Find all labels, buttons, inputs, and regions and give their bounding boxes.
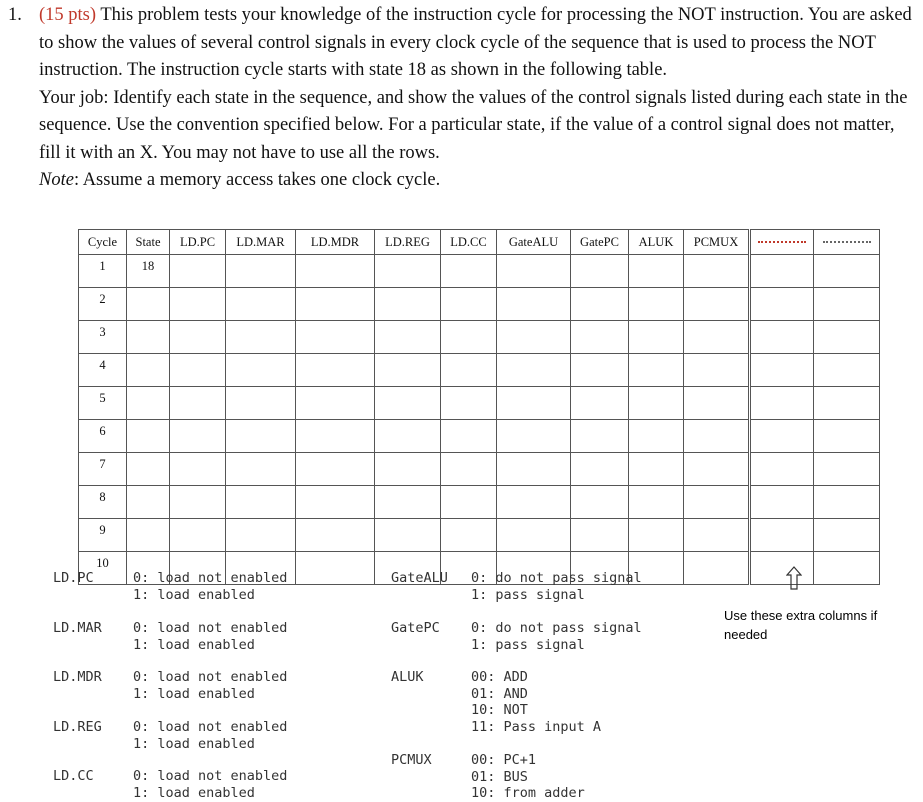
note-label: Note bbox=[39, 170, 74, 190]
extra-signal-cell[interactable] bbox=[814, 420, 880, 453]
signal-cell[interactable] bbox=[497, 255, 571, 288]
legend-ld-reg-values: 0: load not enabled 1: load enabled bbox=[133, 719, 288, 752]
table-row bbox=[79, 354, 880, 387]
signal-cell[interactable] bbox=[684, 486, 750, 519]
table-row bbox=[79, 288, 880, 321]
signal-cell[interactable] bbox=[296, 354, 375, 387]
signal-cell[interactable] bbox=[226, 453, 296, 486]
signal-cell[interactable] bbox=[441, 420, 497, 453]
signal-cell[interactable] bbox=[375, 255, 441, 288]
signal-cell[interactable] bbox=[441, 321, 497, 354]
extra-signal-cell[interactable] bbox=[750, 552, 814, 585]
signal-cell[interactable] bbox=[170, 321, 226, 354]
signal-cell[interactable] bbox=[441, 486, 497, 519]
legend-ld-pc-values: 0: load not enabled 1: load enabled bbox=[133, 570, 288, 603]
signal-cell[interactable] bbox=[629, 387, 684, 420]
extra-signal-cell[interactable] bbox=[750, 519, 814, 552]
extra-signal-cell[interactable] bbox=[750, 255, 814, 288]
signal-cell[interactable] bbox=[296, 486, 375, 519]
signal-cell[interactable] bbox=[629, 354, 684, 387]
signal-cell[interactable] bbox=[571, 354, 629, 387]
signal-cell[interactable] bbox=[629, 486, 684, 519]
table-row bbox=[79, 255, 880, 288]
signal-cell[interactable] bbox=[441, 519, 497, 552]
signal-cell[interactable] bbox=[571, 519, 629, 552]
table-row bbox=[79, 453, 880, 486]
extra-header-mark bbox=[823, 241, 871, 243]
extra-signal-cell[interactable] bbox=[750, 354, 814, 387]
signal-cell[interactable] bbox=[170, 453, 226, 486]
column-header-ld-mdr: LD.MDR bbox=[296, 230, 375, 255]
signal-cell[interactable] bbox=[571, 288, 629, 321]
signal-cell[interactable] bbox=[296, 420, 375, 453]
legend-aluk-label: ALUK bbox=[391, 669, 424, 685]
signal-cell[interactable] bbox=[296, 387, 375, 420]
signal-cell[interactable] bbox=[684, 354, 750, 387]
column-header-ld-pc: LD.PC bbox=[170, 230, 226, 255]
table-header-row bbox=[79, 230, 880, 255]
state-cell[interactable] bbox=[127, 354, 170, 387]
legend-pcmux-values: 00: PC+1 01: BUS 10: from adder bbox=[471, 752, 585, 801]
extra-signal-cell[interactable] bbox=[750, 387, 814, 420]
extra-signal-cell[interactable] bbox=[814, 486, 880, 519]
extra-signal-cell[interactable] bbox=[814, 453, 880, 486]
signal-cell[interactable] bbox=[441, 255, 497, 288]
cycle-cell: 5 bbox=[79, 387, 127, 420]
signal-cell[interactable] bbox=[571, 321, 629, 354]
signal-cell[interactable] bbox=[226, 354, 296, 387]
signal-cell[interactable] bbox=[375, 321, 441, 354]
legend-ld-mar-label: LD.MAR bbox=[53, 620, 102, 636]
legend-ld-mdr-values: 0: load not enabled 1: load enabled bbox=[133, 669, 288, 702]
signal-cell[interactable] bbox=[226, 486, 296, 519]
signal-cell[interactable] bbox=[571, 387, 629, 420]
cycle-cell: 2 bbox=[79, 288, 127, 321]
signal-cell[interactable] bbox=[375, 486, 441, 519]
table-row bbox=[79, 420, 880, 453]
problem-number: 1. bbox=[8, 5, 22, 25]
state-cell[interactable] bbox=[127, 420, 170, 453]
signal-cell[interactable] bbox=[629, 255, 684, 288]
legend-gate-alu-label: GateALU bbox=[391, 570, 448, 586]
signal-cell[interactable] bbox=[375, 453, 441, 486]
signal-cell[interactable] bbox=[571, 486, 629, 519]
extra-columns-note: Use these extra columns if needed bbox=[724, 608, 878, 642]
signal-cell[interactable] bbox=[497, 387, 571, 420]
signal-cell[interactable] bbox=[684, 453, 750, 486]
table-row bbox=[79, 486, 880, 519]
column-header-ld-mar: LD.MAR bbox=[226, 230, 296, 255]
extra-signal-cell[interactable] bbox=[814, 288, 880, 321]
state-cell[interactable] bbox=[127, 453, 170, 486]
signal-cell[interactable] bbox=[441, 387, 497, 420]
signal-cell[interactable] bbox=[629, 519, 684, 552]
extra-column-header bbox=[814, 230, 880, 255]
signal-cell[interactable] bbox=[170, 519, 226, 552]
signal-cell[interactable] bbox=[170, 486, 226, 519]
signal-cell[interactable] bbox=[296, 288, 375, 321]
state-cell[interactable] bbox=[127, 288, 170, 321]
cycle-cell: 10 bbox=[79, 552, 127, 585]
signal-cell[interactable] bbox=[571, 255, 629, 288]
signal-cell[interactable] bbox=[296, 552, 375, 585]
signal-cell[interactable] bbox=[497, 288, 571, 321]
extra-signal-cell[interactable] bbox=[750, 453, 814, 486]
signal-cell[interactable] bbox=[684, 321, 750, 354]
signal-cell[interactable] bbox=[497, 354, 571, 387]
signal-cell[interactable] bbox=[296, 255, 375, 288]
signal-cell[interactable] bbox=[170, 387, 226, 420]
problem-note bbox=[39, 167, 913, 195]
signal-cell[interactable] bbox=[684, 420, 750, 453]
signal-cell[interactable] bbox=[375, 387, 441, 420]
cycle-cell: 6 bbox=[79, 420, 127, 453]
table-body bbox=[79, 255, 880, 585]
signal-cell[interactable] bbox=[170, 354, 226, 387]
signal-cell[interactable] bbox=[497, 321, 571, 354]
signal-cell[interactable] bbox=[497, 519, 571, 552]
extra-signal-cell[interactable] bbox=[750, 486, 814, 519]
points-label: (15 pts) bbox=[39, 5, 97, 25]
column-header-ld-reg: LD.REG bbox=[375, 230, 441, 255]
extra-signal-cell[interactable] bbox=[814, 255, 880, 288]
extra-signal-cell[interactable] bbox=[750, 288, 814, 321]
signal-cell[interactable] bbox=[441, 453, 497, 486]
problem-intro bbox=[39, 2, 913, 85]
signal-cell[interactable] bbox=[684, 387, 750, 420]
signal-cell[interactable] bbox=[375, 519, 441, 552]
signal-cell[interactable] bbox=[226, 519, 296, 552]
table-row bbox=[79, 321, 880, 354]
signal-cell[interactable] bbox=[571, 453, 629, 486]
cycle-cell: 8 bbox=[79, 486, 127, 519]
cycle-cell: 7 bbox=[79, 453, 127, 486]
legend-gate-alu-values: 0: do not pass signal 1: pass signal bbox=[471, 570, 642, 603]
control-signal-table bbox=[78, 229, 880, 585]
column-header-cycle: Cycle bbox=[79, 230, 127, 255]
extra-signal-cell[interactable] bbox=[750, 321, 814, 354]
signal-cell[interactable] bbox=[629, 453, 684, 486]
signal-cell[interactable] bbox=[497, 453, 571, 486]
extra-signal-cell[interactable] bbox=[814, 321, 880, 354]
column-header-gatepc: GatePC bbox=[571, 230, 629, 255]
extra-signal-cell[interactable] bbox=[750, 420, 814, 453]
note-text: : Assume a memory access takes one clock cycle. bbox=[73, 170, 441, 190]
column-header-state: State bbox=[127, 230, 170, 255]
signal-cell[interactable] bbox=[684, 288, 750, 321]
table-row bbox=[79, 387, 880, 420]
legend-pcmux-label: PCMUX bbox=[391, 752, 432, 768]
signal-cell[interactable] bbox=[296, 321, 375, 354]
cycle-cell: 3 bbox=[79, 321, 127, 354]
state-cell[interactable] bbox=[127, 519, 170, 552]
table-row bbox=[79, 519, 880, 552]
extra-header-mark bbox=[758, 241, 806, 243]
extra-signal-cell[interactable] bbox=[814, 519, 880, 552]
signal-cell[interactable] bbox=[629, 288, 684, 321]
intro-text: This problem tests your knowledge of the instruction cycle for processing the NOT instruction. You are asked to show the values of several control signals in every clock cycle of the sequence that is used to process the NOT instruction. The instruction cycle starts with state 18 as shown in the following table. bbox=[39, 5, 912, 80]
signal-cell[interactable] bbox=[375, 288, 441, 321]
extra-column-header bbox=[750, 230, 814, 255]
problem-statement bbox=[8, 2, 913, 195]
column-header-ld-cc: LD.CC bbox=[441, 230, 497, 255]
legend-ld-mdr-label: LD.MDR bbox=[53, 669, 102, 685]
legend-ld-mar-values: 0: load not enabled 1: load enabled bbox=[133, 620, 288, 653]
signal-cell[interactable] bbox=[170, 288, 226, 321]
signal-cell[interactable] bbox=[441, 354, 497, 387]
column-header-pcmux: PCMUX bbox=[684, 230, 750, 255]
signal-cell[interactable] bbox=[170, 420, 226, 453]
extra-signal-cell[interactable] bbox=[814, 552, 880, 585]
signal-cell[interactable] bbox=[629, 321, 684, 354]
legend-ld-reg-label: LD.REG bbox=[53, 719, 102, 735]
signal-cell[interactable] bbox=[684, 552, 750, 585]
legend-gate-pc-label: GatePC bbox=[391, 620, 440, 636]
cycle-cell: 4 bbox=[79, 354, 127, 387]
signal-cell[interactable] bbox=[226, 288, 296, 321]
legend-ld-pc-label: LD.PC bbox=[53, 570, 94, 586]
extra-signal-cell[interactable] bbox=[814, 387, 880, 420]
column-header-aluk: ALUK bbox=[629, 230, 684, 255]
signal-cell[interactable] bbox=[441, 288, 497, 321]
up-arrow-icon bbox=[786, 566, 802, 590]
state-cell[interactable] bbox=[127, 321, 170, 354]
signal-cell[interactable] bbox=[375, 354, 441, 387]
cycle-cell: 1 bbox=[79, 255, 127, 288]
legend-ld-cc-values: 0: load not enabled 1: load enabled bbox=[133, 768, 288, 801]
cycle-cell: 9 bbox=[79, 519, 127, 552]
signal-cell[interactable] bbox=[497, 486, 571, 519]
signal-cell[interactable] bbox=[226, 255, 296, 288]
signal-cell[interactable] bbox=[571, 420, 629, 453]
problem-job: Your job: Identify each state in the sequence, and show the values of the control signals listed during each state in the sequence. Use the convention specified below. For a particular state, if the value of a control signal does not matter, fill it with an X. You may not have to use all the rows. bbox=[39, 87, 908, 163]
signal-cell[interactable] bbox=[629, 420, 684, 453]
signal-cell[interactable] bbox=[684, 519, 750, 552]
legend-gate-pc-values: 0: do not pass signal 1: pass signal bbox=[471, 620, 642, 653]
legend-aluk-values: 00: ADD 01: AND 10: NOT 11: Pass input A bbox=[471, 669, 602, 735]
signal-cell[interactable] bbox=[226, 321, 296, 354]
column-header-gatealu: GateALU bbox=[497, 230, 571, 255]
signal-cell[interactable] bbox=[296, 453, 375, 486]
signal-cell[interactable] bbox=[684, 255, 750, 288]
state-cell[interactable] bbox=[127, 486, 170, 519]
legend-ld-cc-label: LD.CC bbox=[53, 768, 94, 784]
signal-cell[interactable] bbox=[226, 420, 296, 453]
signal-cell[interactable] bbox=[375, 420, 441, 453]
signal-cell[interactable] bbox=[170, 255, 226, 288]
extra-signal-cell[interactable] bbox=[814, 354, 880, 387]
signal-cell[interactable] bbox=[226, 387, 296, 420]
signal-cell[interactable] bbox=[296, 519, 375, 552]
signal-cell[interactable] bbox=[497, 420, 571, 453]
state-cell[interactable] bbox=[127, 387, 170, 420]
state-cell[interactable]: 18 bbox=[127, 255, 170, 288]
